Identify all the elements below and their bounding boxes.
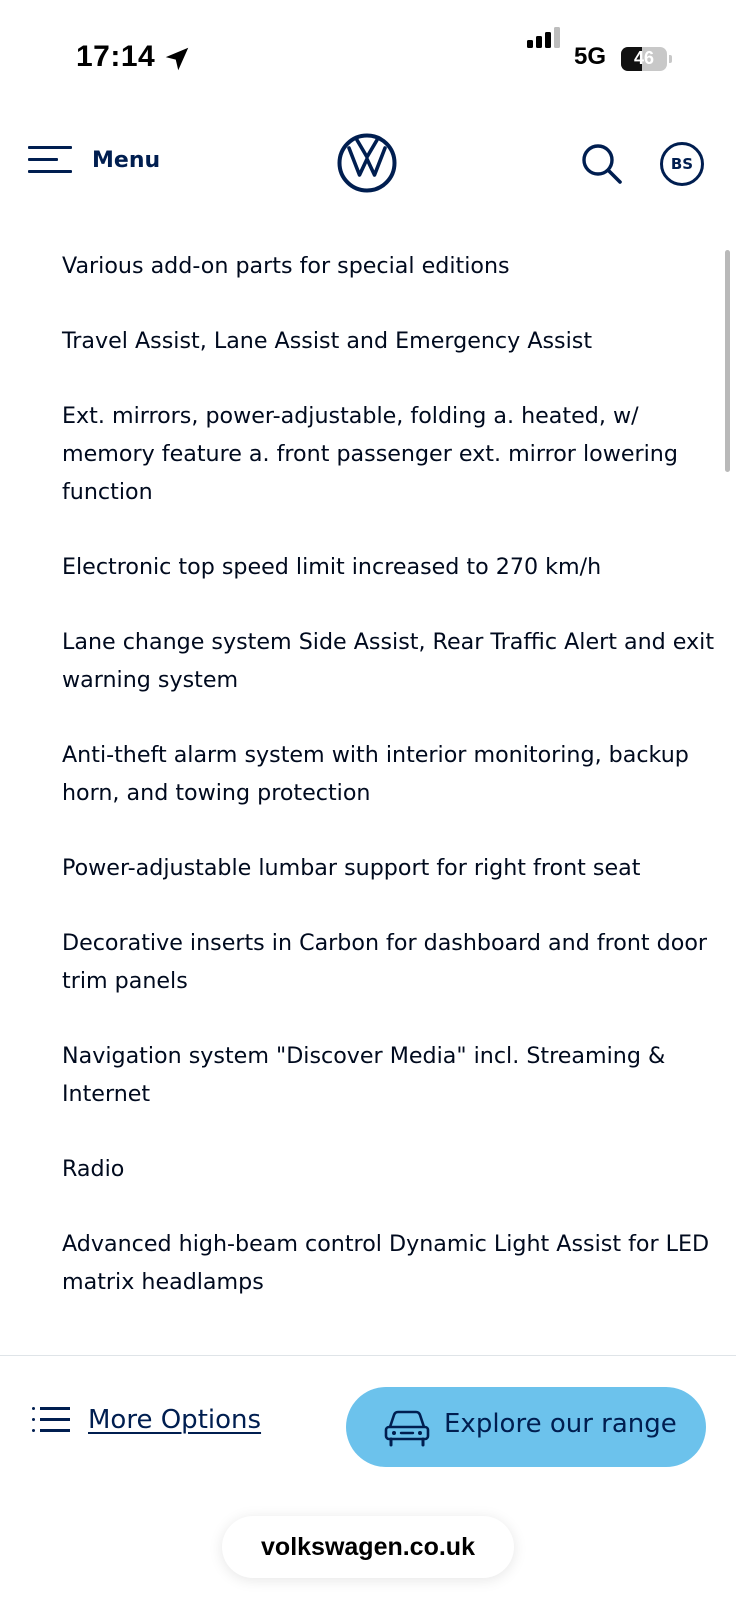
vw-logo-icon[interactable] — [337, 133, 397, 193]
scrollbar[interactable] — [725, 250, 730, 472]
battery-tip — [669, 55, 672, 63]
list-icon — [32, 1406, 70, 1434]
list-item: Navigation system "Discover Media" incl. Streaming & Internet — [62, 1043, 666, 1107]
feature-list — [62, 190, 722, 1338]
battery-level: 46 — [633, 48, 655, 68]
location-arrow-icon — [162, 44, 192, 74]
menu-button[interactable] — [28, 140, 160, 180]
explore-label: Explore our range — [444, 1409, 677, 1439]
status-time: 17:14 — [76, 40, 156, 73]
list-item: Electronic top speed limit increased to 270 km/h — [62, 554, 602, 580]
bottom-action-bar — [0, 1355, 736, 1600]
list-item: Advanced high-beam control Dynamic Light Assist for LED matrix headlamps — [62, 1231, 710, 1295]
list-item: Decorative inserts in Carbon for dashboard and front door trim panels — [62, 930, 708, 994]
more-options-link[interactable] — [32, 1392, 261, 1448]
list-item: Ext. mirrors, power-adjustable, folding a. heated, w/ memory feature a. front passenger ext. mirror lowering function — [62, 403, 678, 505]
list-item: Power-adjustable lumbar support for right front seat — [62, 855, 641, 881]
network-type: 5G — [574, 43, 607, 70]
car-icon — [384, 1409, 430, 1447]
status-bar — [0, 0, 736, 110]
list-item: Travel Assist, Lane Assist and Emergency Assist — [62, 328, 593, 354]
battery-icon — [621, 47, 667, 71]
menu-label: Menu — [92, 147, 161, 173]
avatar-initials: BS — [670, 155, 694, 173]
explore-our-range-button[interactable] — [346, 1387, 706, 1467]
list-item: Various add-on parts for special editions — [62, 253, 510, 279]
more-options-label: More Options — [88, 1405, 262, 1435]
search-icon[interactable] — [580, 142, 624, 186]
url-text: volkswagen.co.uk — [261, 1532, 475, 1561]
feature-list-scroll-area[interactable] — [0, 190, 736, 1355]
user-avatar-button[interactable] — [660, 142, 704, 186]
list-item: Radio — [62, 1156, 125, 1182]
list-item: Anti-theft alarm system with interior monitoring, backup horn, and towing protection — [62, 742, 689, 806]
site-header — [0, 110, 736, 210]
browser-url-bar[interactable] — [222, 1516, 514, 1578]
hamburger-menu-icon — [28, 144, 74, 176]
list-item: Lane change system Side Assist, Rear Traffic Alert and exit warning system — [62, 629, 715, 693]
